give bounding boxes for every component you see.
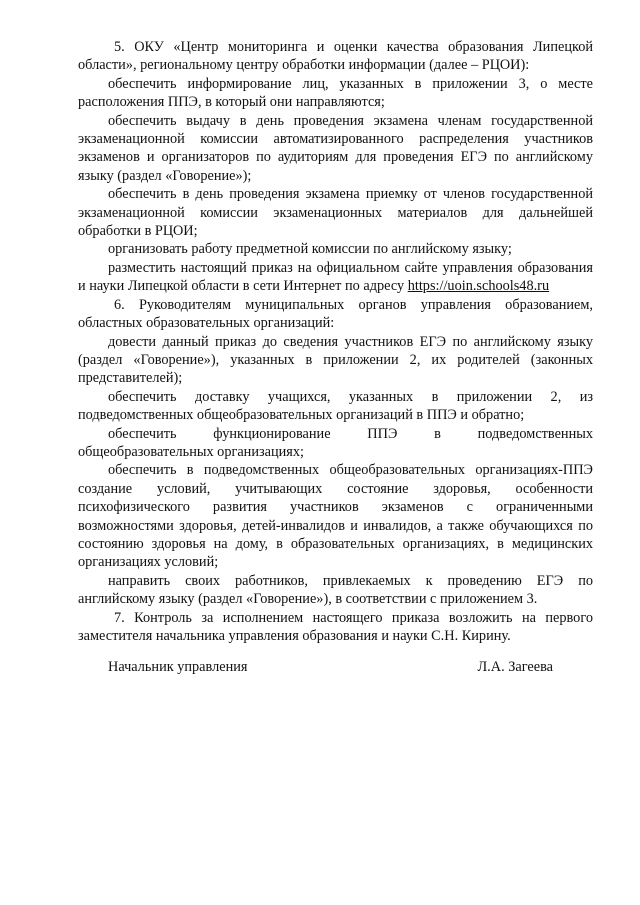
website-link[interactable]: https://uoin.schools48.ru: [407, 278, 550, 295]
paragraph-item-6: 6. Руководителям муниципальных органов управления образованием, областных образовательных организаций:: [78, 296, 593, 332]
paragraph-ensure-functioning: обеспечить функционирование ППЭ в подведомственных общеобразовательных организациях;: [78, 425, 593, 460]
paragraph-publish-order: [78, 259, 593, 296]
paragraph-ensure-conditions: обеспечить в подведомственных общеобразовательных организациях-ППЭ создание условий, учитывающих состояние здоровья, особенности психофизического развития участников экзаменов с ограниченными возможностями здоровья, детей-инвалидов и инвалидов, а также обучающихся по состоянию здоровья на дому, в образовательных организациях, в медицинских организациях условий;: [78, 462, 593, 571]
paragraph-receive-materials: обеспечить в день проведения экзамена приемку от членов государственной экзаменационной комиссии экзаменационных материалов для дальнейшей обработки в РЦОИ;: [78, 186, 593, 240]
signatory-role: Начальник управления: [108, 659, 248, 675]
paragraph-transport-students: обеспечить доставку учащихся, указанных в приложении 2, из подведомственных общеобразовательных организаций в ППЭ и обратно;: [78, 388, 593, 424]
signatory-name: Л.А. Загеева: [477, 659, 553, 675]
document-body: [78, 38, 593, 645]
paragraph-item-5: 5. ОКУ «Центр мониторинга и оценки качества образования Липецкой области», региональному центру обработки информации (далее – РЦОИ):: [78, 39, 593, 74]
paragraph-issue-distribution: обеспечить выдачу в день проведения экзамена членам государственной экзаменационной комиссии автоматизированного распределения участников экзаменов и организаторов по аудиториям для проведения ЕГЭ по английскому языку (раздел «Говорение»);: [78, 112, 593, 184]
paragraph-inform-persons: обеспечить информирование лиц, указанных в приложении 3, о месте расположения ППЭ, в который они направляются;: [78, 75, 593, 111]
paragraph-send-workers: направить своих работников, привлекаемых к проведению ЕГЭ по английскому языку (раздел «Говорение»), в соответствии с приложением 3.: [78, 572, 593, 608]
publish-order-text: разместить настоящий приказ на официальном сайте управления образования и науки Липецкой области в сети Интернет по адресу: [78, 259, 593, 295]
paragraph-inform-participants: довести данный приказ до сведения участников ЕГЭ по английскому языку (раздел «Говорение»), указанных в приложении 2, их родителей (законных представителей);: [78, 333, 593, 387]
paragraph-organize-commission: организовать работу предметной комиссии по английскому языку;: [108, 241, 512, 258]
paragraph-item-7: 7. Контроль за исполнением настоящего приказа возложить на первого заместителя начальника управления образования и науки С.Н. Кирину.: [78, 609, 593, 644]
